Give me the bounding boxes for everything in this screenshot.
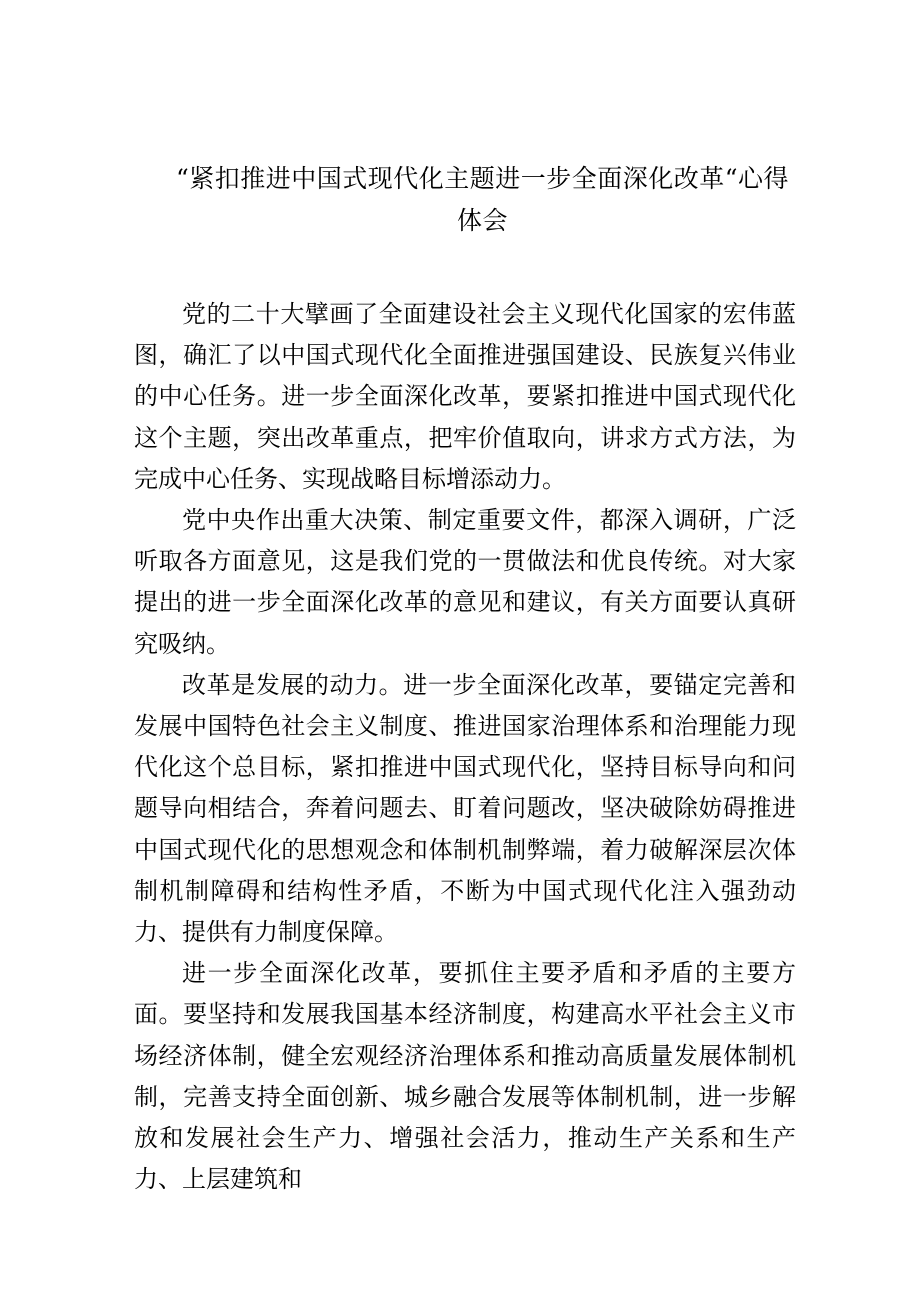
paragraph-2: 党中央作出重大决策、制定重要文件，都深入调研，广泛听取各方面意见，这是我们党的一贯做法和优良传统。对大家提出的进一步全面深化改革的意见和建议，有关方面要认真研究吸纳。 (134, 506, 796, 658)
document-title: “紧扣推进中国式现代化主题进一步全面深化改革“心得体会 (175, 164, 790, 235)
paragraph-4: 进一步全面深化改革，要抓住主要矛盾和矛盾的主要方面。要坚持和发展我国基本经济制度，构建高水平社会主义市场经济体制，健全宏观经济治理体系和推动高质量发展体制机制，完善支持全面创新、城乡融合发展等体制机制，进一步解放和发展社会生产力、增强社会活力，推动生产关系和生产力、上层建筑和 (134, 959, 796, 1194)
document-body (134, 294, 796, 1200)
paragraph-3: 改革是发展的动力。进一步全面深化改革，要锚定完善和发展中国特色社会主义制度、推进国家治理体系和治理能力现代化这个总目标，紧扣推进中国式现代化，坚持目标导向和问题导向相结合，奔着问题去、盯着问题改，坚决破除妨碍推进中国式现代化的思想观念和体制机制弊端，着力破解深层次体制机制障碍和结构性矛盾，不断为中国式现代化注入强劲动力、提供有力制度保障。 (134, 670, 796, 947)
paragraph-1: 党的二十大擘画了全面建设社会主义现代化国家的宏伟蓝图，确汇了以中国式现代化全面推进强国建设、民族复兴伟业的中心任务。进一步全面深化改革，要紧扣推进中国式现代化这个主题，突出改革重点，把牢价值取向，讲求方式方法，为完成中心任务、实现战略目标增添动力。 (134, 300, 796, 493)
